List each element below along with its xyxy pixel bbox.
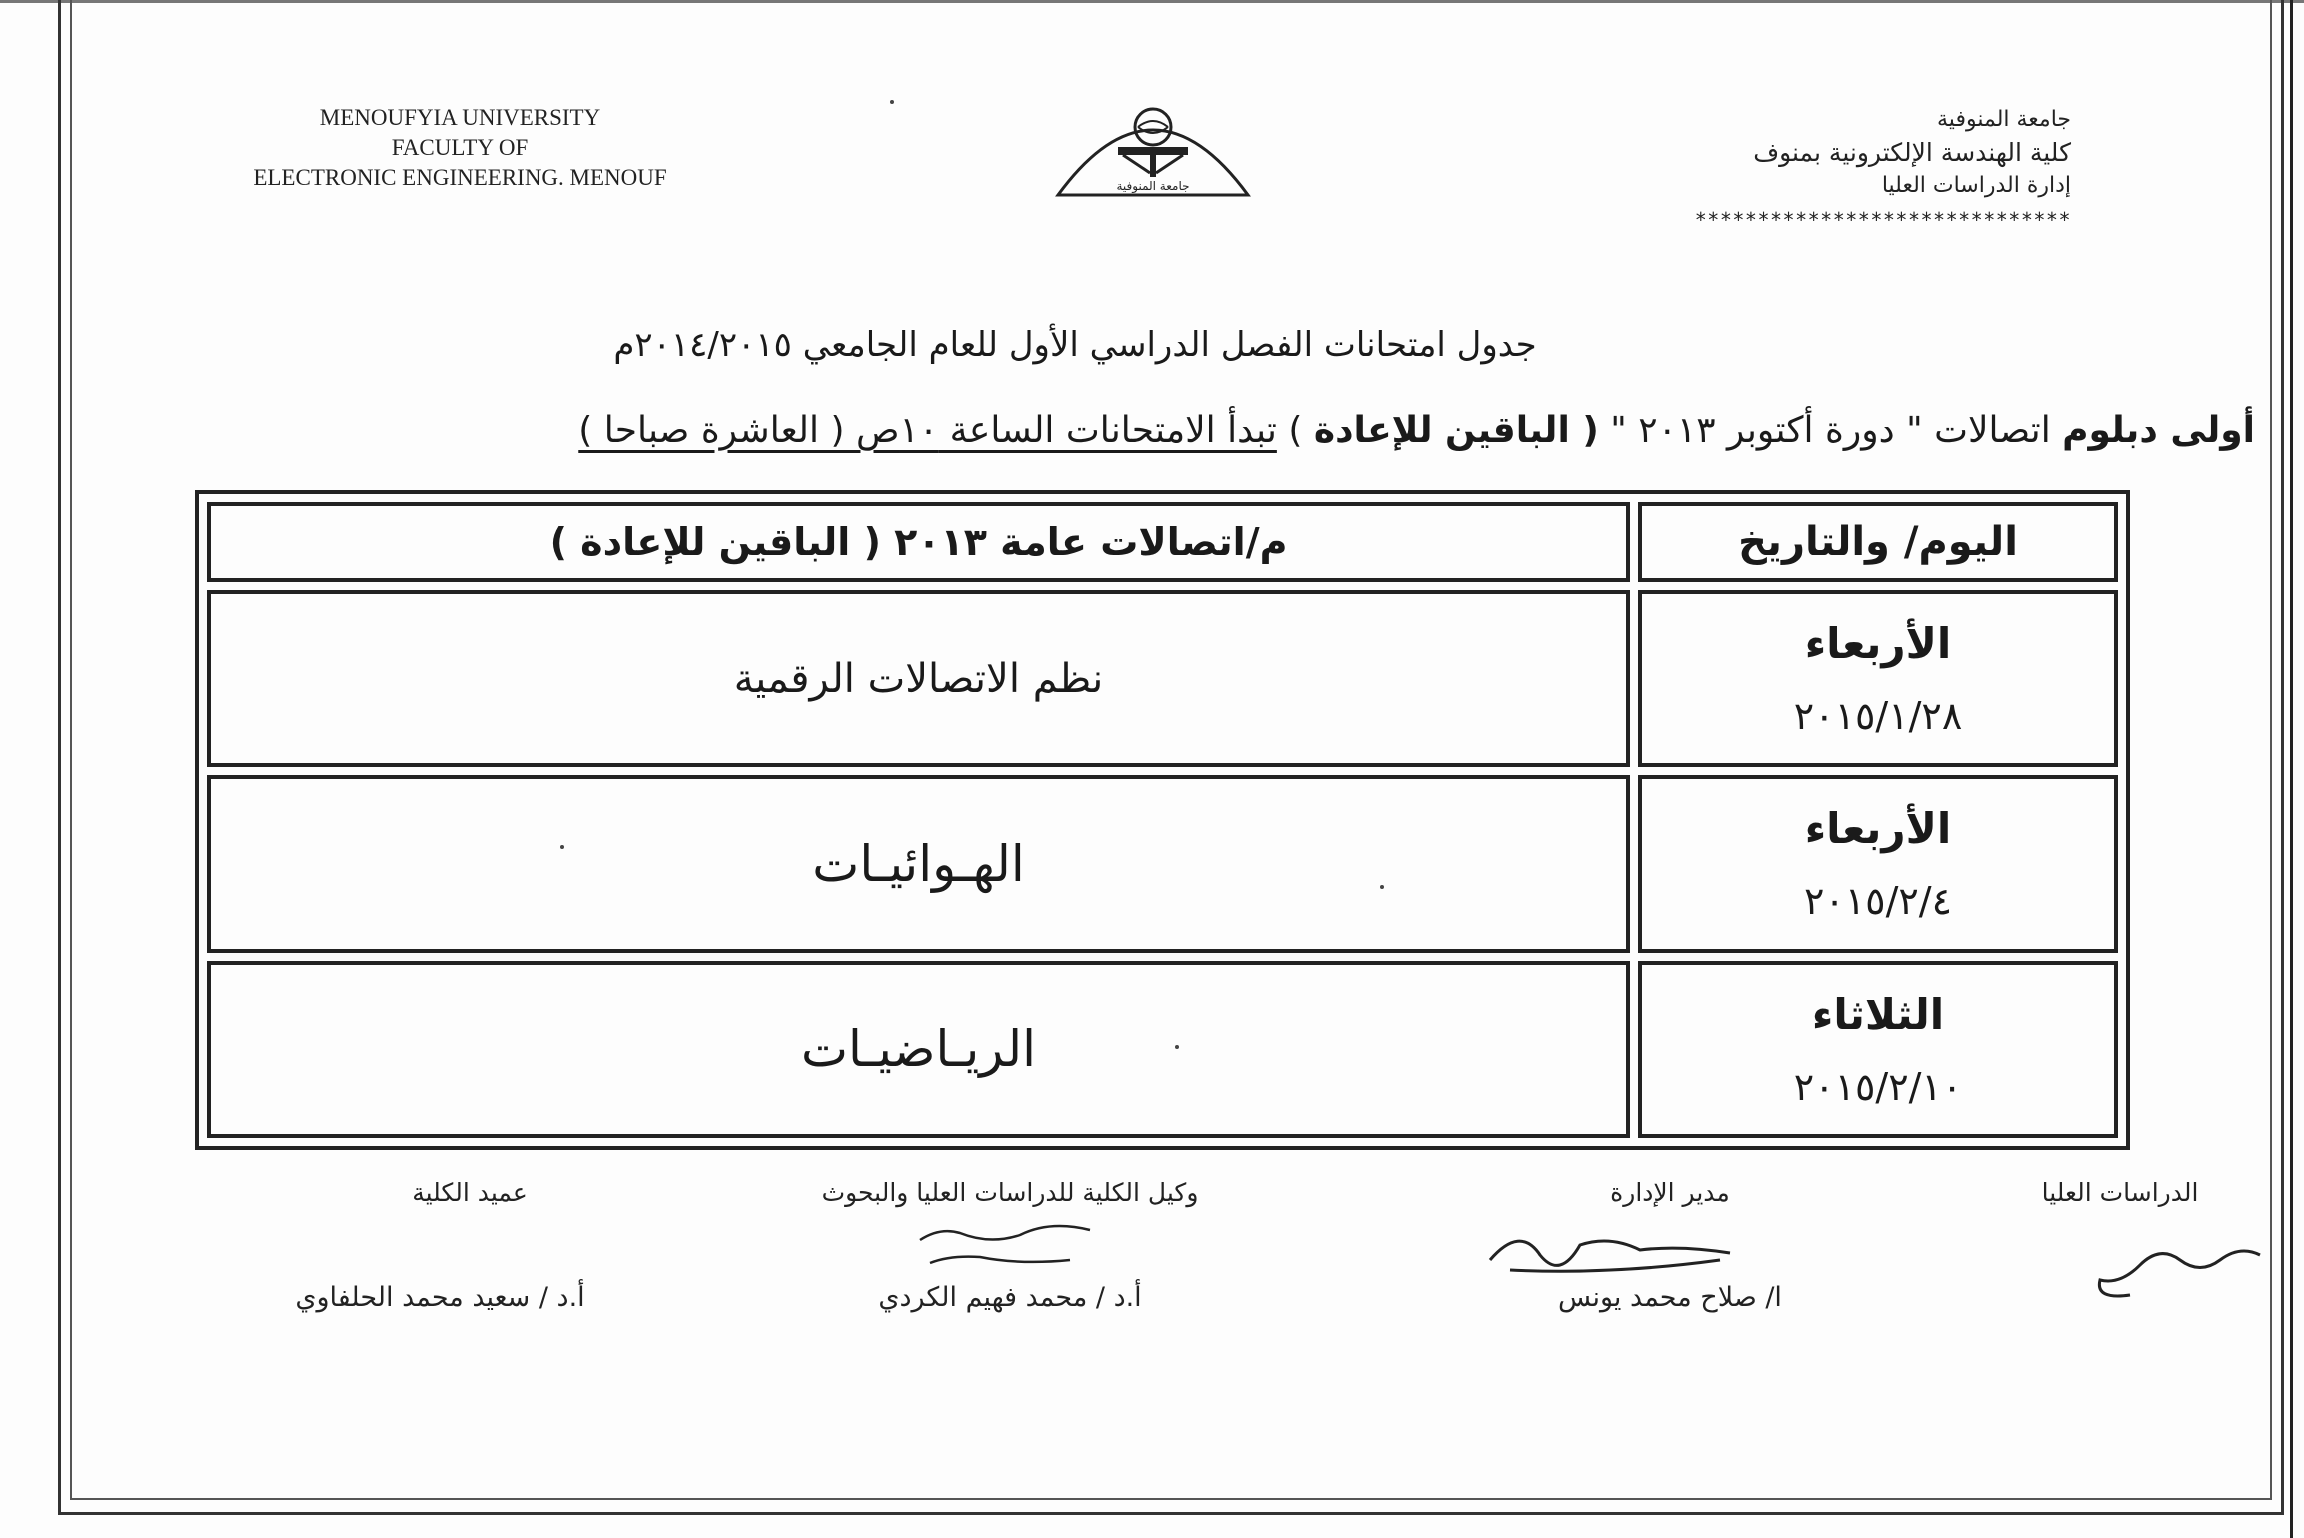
signature-dean (240, 1178, 640, 1313)
exam-schedule-table (195, 490, 2130, 1150)
subtitle-repeaters: ( الباقين للإعادة (1313, 410, 1599, 451)
exam-date: ٢٠١٥/١/٢٨ (1793, 694, 1963, 739)
schedule-subtitle (195, 410, 2255, 451)
signature-scribble-vice-dean (900, 1215, 1100, 1275)
signature-role: وكيل الكلية للدراسات العليا والبحوث (821, 1178, 1199, 1207)
day-name: الأربعاء (1804, 804, 1952, 854)
scan-speck (560, 845, 564, 849)
english-header (230, 103, 690, 193)
signature-scribble-director (1480, 1215, 1740, 1295)
header-subject: م/اتصالات عامة ٢٠١٣ ( الباقين للإعادة ) (207, 502, 1630, 582)
signature-name: أ.د / محمد فهيم الكردي (878, 1282, 1142, 1313)
subject-name: الهـوائيـات (812, 834, 1025, 893)
subject-cell (207, 961, 1630, 1138)
english-header-line-3: ELECTRONIC ENGINEERING. MENOUF (253, 165, 667, 190)
day-name: الأربعاء (1804, 619, 1952, 669)
signature-grad-studies (1990, 1178, 2250, 1207)
table-row (207, 590, 2118, 767)
english-header-line-1: MENOUFYIA UNIVERSITY (319, 105, 601, 130)
signature-role: مدير الإدارة (1610, 1178, 1730, 1207)
header-star-divider: ****************************** (1694, 208, 2071, 232)
arabic-header-line-1: جامعة المنوفية (1937, 107, 2071, 132)
subtitle-paren: ) (1288, 410, 1303, 451)
table-header-row (207, 502, 2118, 582)
subject-cell (207, 775, 1630, 952)
subtitle-start-time: تبدأ الامتحانات الساعة ١٠ص ( العاشرة صباحا ) (578, 410, 1277, 451)
day-name: الثلاثاء (1811, 989, 1945, 1039)
signature-name: أ.د / سعيد محمد الحلفاوي (295, 1282, 585, 1313)
arabic-header-line-2: كلية الهندسة الإلكترونية بمنوف (1753, 138, 2071, 167)
signature-scribble-grad (2090, 1225, 2270, 1315)
scan-speck (1380, 885, 1384, 889)
subtitle-session: اتصالات " دورة أكتوبر ٢٠١٣ " (1610, 410, 2051, 451)
exam-date: ٢٠١٥/٢/٤ (1803, 879, 1953, 924)
day-cell (1638, 961, 2118, 1138)
signature-role: عميد الكلية (412, 1178, 528, 1207)
arabic-header (1571, 103, 2071, 237)
logo-caption: جامعة المنوفية (1116, 179, 1190, 193)
day-cell (1638, 590, 2118, 767)
english-header-line-2: FACULTY OF (391, 135, 529, 160)
arabic-header-line-3: إدارة الدراسات العليا (1881, 173, 2071, 198)
header-day-date: اليوم/ والتاريخ (1638, 502, 2118, 582)
exam-date: ٢٠١٥/٢/١٠ (1793, 1064, 1963, 1109)
page-right-edge (2290, 0, 2293, 1538)
subject-name: الريـاضيـات (800, 1020, 1036, 1079)
table-row (207, 775, 2118, 952)
schedule-title: جدول امتحانات الفصل الدراسي الأول للعام الجامعي ٢٠١٤/٢٠١٥م (613, 325, 1537, 365)
day-cell (1638, 775, 2118, 952)
scan-speck (1175, 1045, 1179, 1049)
table-row (207, 961, 2118, 1138)
subject-cell (207, 590, 1630, 767)
subtitle-program: أولى دبلوم (2062, 410, 2255, 451)
scan-speck (890, 100, 894, 104)
signature-role: الدراسات العليا (2041, 1178, 2199, 1207)
university-logo-icon (1048, 85, 1258, 205)
subject-name: نظم الاتصالات الرقمية (733, 655, 1104, 702)
signature-name: ا/ صلاح محمد يونس (1558, 1282, 1782, 1313)
